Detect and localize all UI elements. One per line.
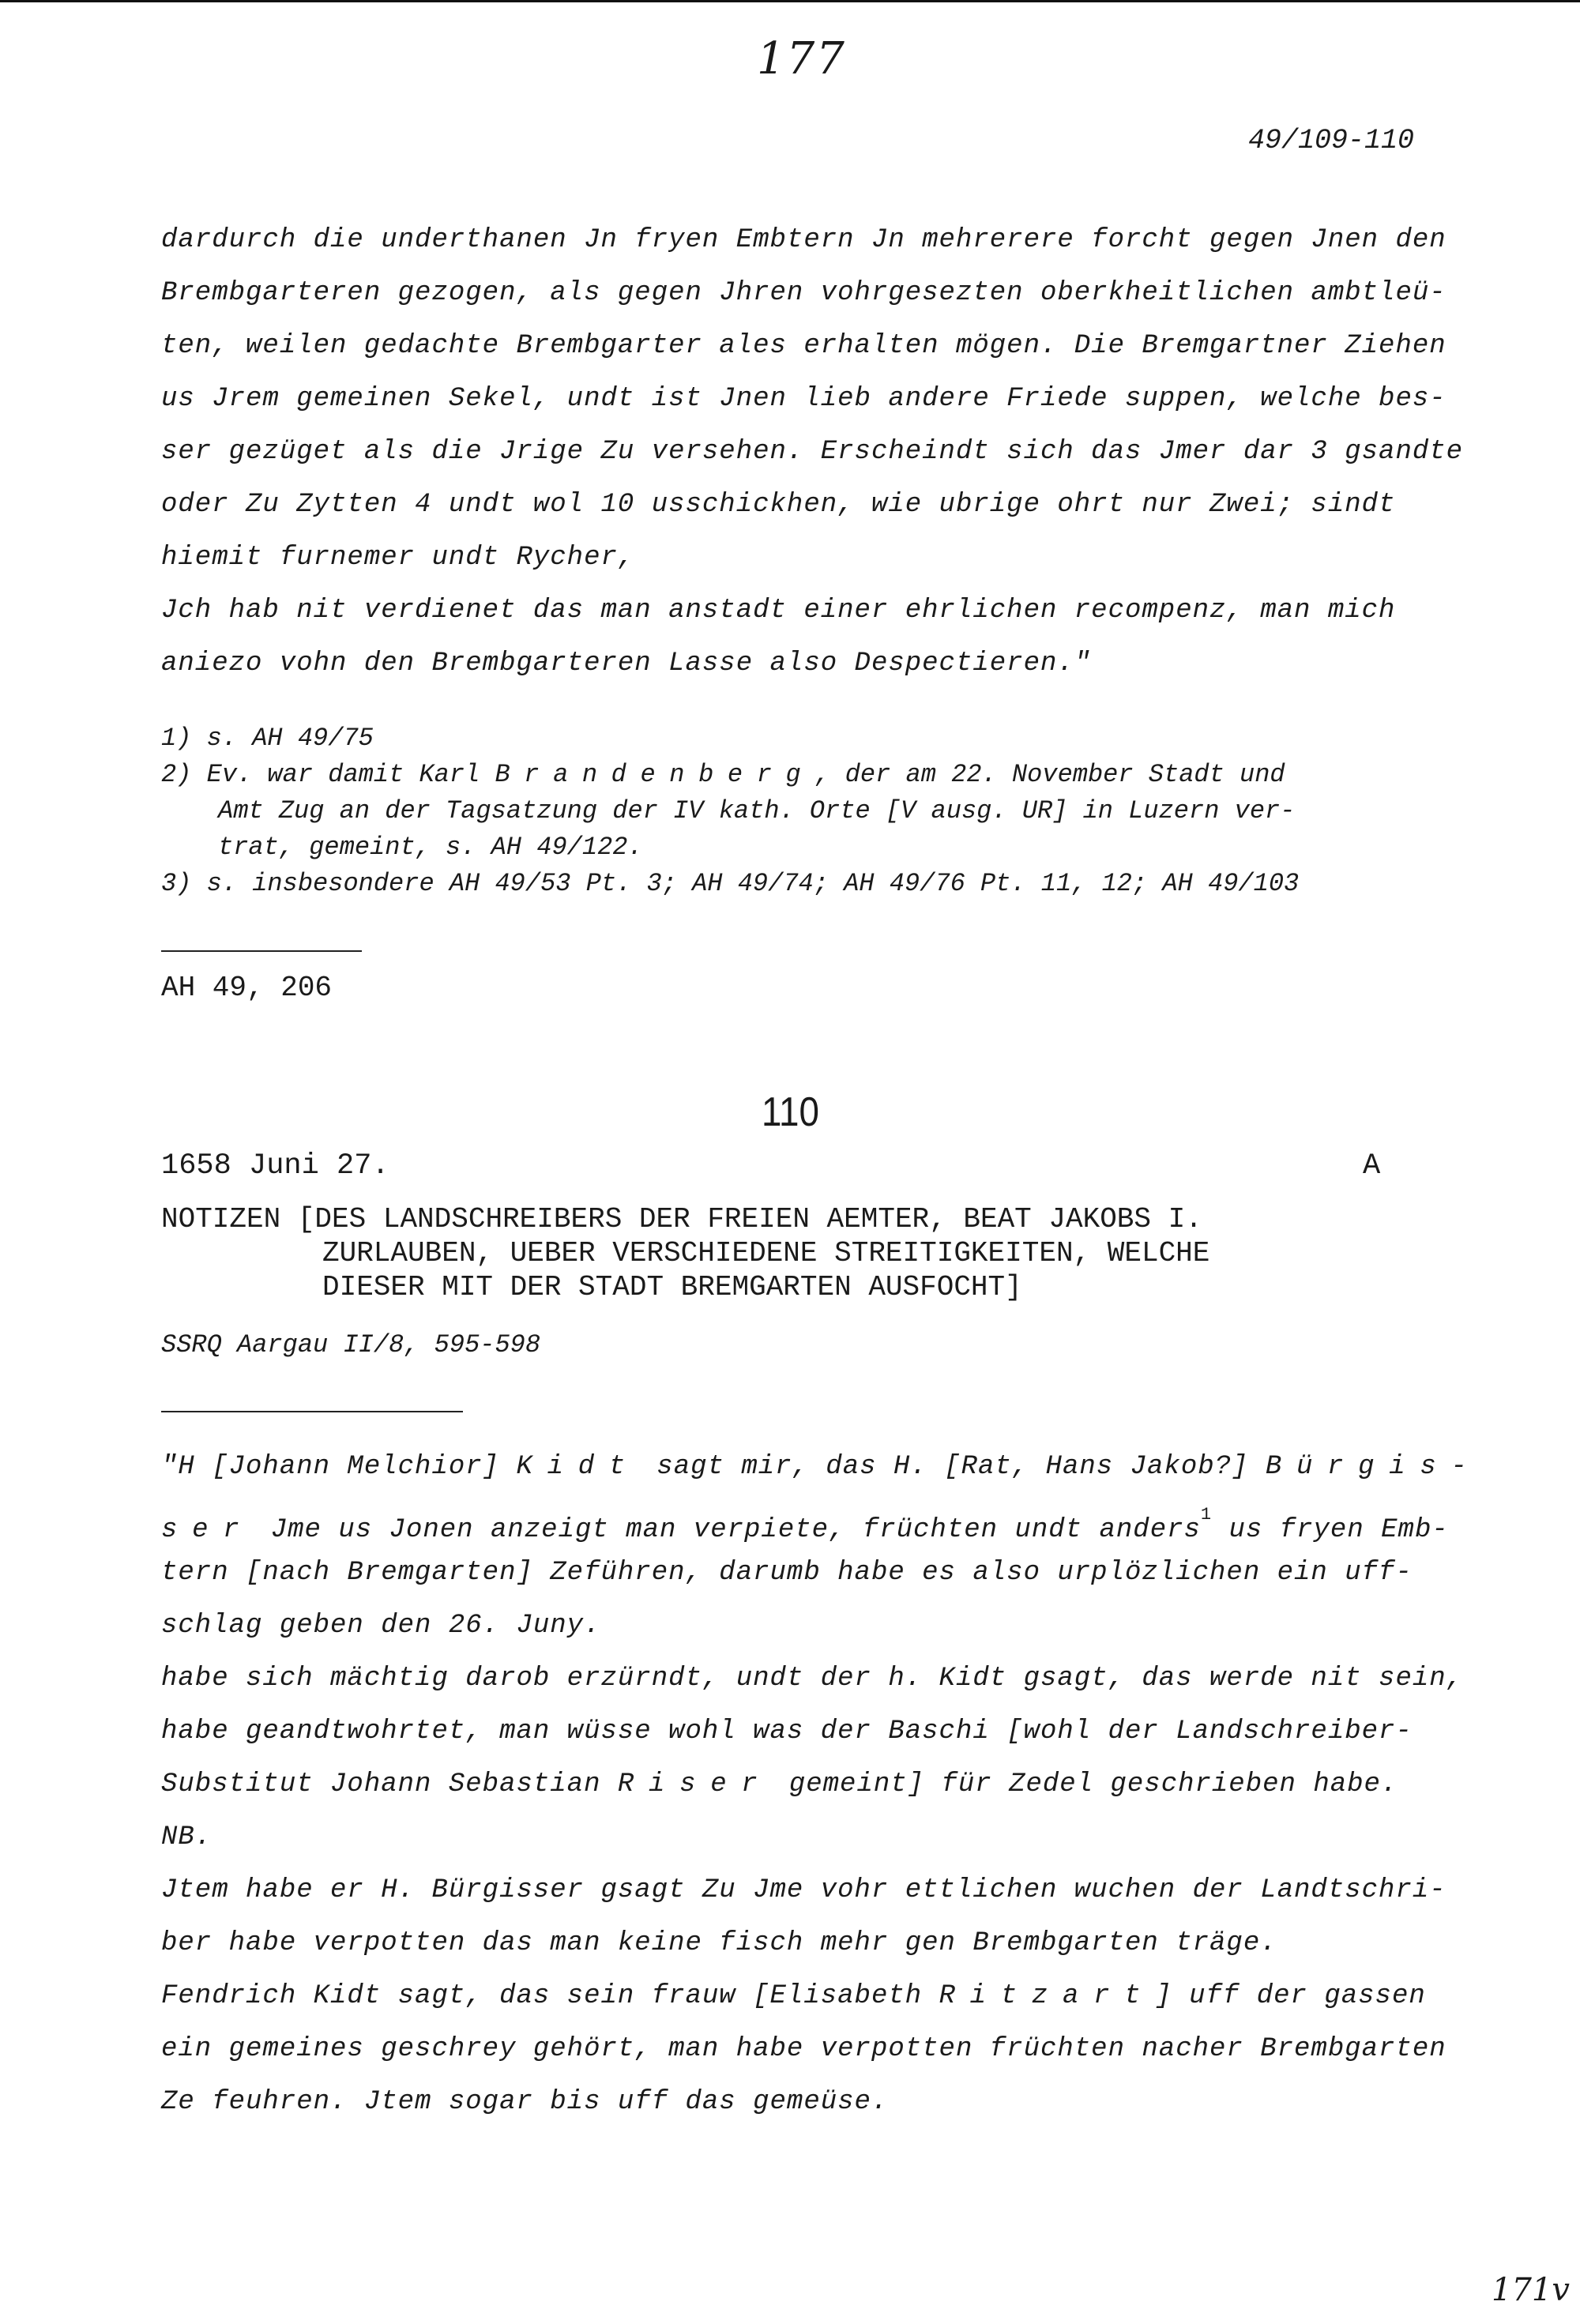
letter-line: dardurch die underthanen Jn fryen Embtern Jn mehrerere forcht gegen Jnen den [161,225,1446,255]
footnote-3: 3) s. insbesondere AH 49/53 Pt. 3; AH 49/74; AH 49/76 Pt. 11, 12; AH 49/103 [161,869,1300,898]
notes-line [161,1981,1426,2011]
letter-line: ser gezüget als die Jrige Zu versehen. Erscheindt sich das Jmer dar 3 gsandte [161,437,1464,467]
letter-line: Jch hab nit verdienet das man anstadt einer ehrlichen recompenz, man mich [161,596,1396,626]
source-reference: AH 49, 206 [161,972,333,1004]
footnote-ref: 1 [1200,1505,1213,1525]
divider-rule [161,1411,463,1412]
notes-line: tern [nach Bremgarten] Zeführen, darumb habe es also urplözlichen ein uff- [161,1558,1413,1588]
handwritten-folio-mark: 171v [1492,2272,1570,2308]
divider-rule [161,950,362,952]
notes-line: Jtem habe er H. Bürgisser gsagt Zu Jme vohr ettlichen wuchen der Landtschri- [161,1875,1446,1905]
notes-line: ein gemeines geschrey gehört, man habe verpotten früchten nacher Brembgarten [161,2034,1446,2064]
archive-reference: 49/109-110 [1248,125,1415,156]
letter-line: hiemit furnemer undt Rycher, [161,543,635,573]
footnote-2-text: 2) Ev. war damit Karl [161,760,495,789]
page-top-border [0,0,1580,2]
document-type-letter: A [1363,1149,1381,1183]
footnote-2-continuation: trat, gemeint, s. AH 49/122. [218,833,643,862]
footnote-1: 1) s. AH 49/75 [161,724,374,753]
handwritten-page-number: 177 [757,33,846,85]
notes-line [161,1769,1398,1799]
notes-text: Substitut Johann Sebastian [161,1769,618,1799]
person-name-ritzart: Ritzart [939,1981,1156,2011]
person-name-buergisser-cont: ser [161,1515,254,1545]
title-line: ZURLAUBEN, UEBER VERSCHIEDENE STREITIGKEITEN, WELCHE [322,1237,1210,1269]
notes-text: Fendrich Kidt sagt, das sein frauw [Elisabeth [161,1981,939,2011]
notes-line: schlag geben den 26. Juny. [161,1611,601,1641]
footnote-2-continuation: Amt Zug an der Tagsatzung der IV kath. Orte [V ausg. UR] in Luzern ver- [218,796,1296,825]
notes-line [161,1452,1482,1482]
footnote-2 [161,760,1285,789]
footnote-2-text-end: , der am 22. November Stadt und [814,760,1285,789]
letter-line: oder Zu Zytten 4 undt wol 10 usschickhen, wie ubrige ohrt nur Zwei; sindt [161,490,1396,520]
person-name-kidt: Kidt [516,1452,640,1482]
notes-text: gemeint] für Zedel geschrieben habe. [772,1769,1398,1799]
person-name-riser: Riser [617,1769,773,1799]
person-name-buergisser: Bürgis- [1265,1452,1482,1482]
notes-line [161,1505,1449,1545]
letter-line: aniezo vohn den Brembgarteren Lasse also Despectieren." [161,649,1092,679]
title-line: DIESER MIT DER STADT BREMGARTEN AUSFOCHT] [322,1271,1022,1303]
document-number: 110 [762,1089,819,1135]
notes-line: Ze feuhren. Jtem sogar bis uff das gemeüse. [161,2087,889,2117]
notes-text: "H [Johann Melchior] [161,1452,517,1482]
notes-line: NB. [161,1822,213,1852]
document-date: 1658 Juni 27. [161,1149,389,1183]
footnote-2-name: Brandenberg [495,760,815,789]
notes-text: ] uff der gassen [1155,1981,1426,2011]
title-line: NOTIZEN [DES LANDSCHREIBERS DER FREIEN AEMTER, BEAT JAKOBS I. [161,1203,1202,1235]
letter-line: us Jrem gemeinen Sekel, undt ist Jnen lieb andere Friede suppen, welche bes- [161,384,1446,414]
source-citation: SSRQ Aargau II/8, 595-598 [161,1330,541,1359]
notes-text: sagt mir, das H. [Rat, Hans Jakob?] [639,1452,1266,1482]
letter-line: ten, weilen gedachte Brembgarter ales erhalten mögen. Die Bremgartner Ziehen [161,331,1446,361]
notes-text: us fryen Emb- [1212,1515,1449,1545]
letter-line: Brembgarteren gezogen, als gegen Jhren vohrgesezten oberkheitlichen ambtleü- [161,278,1446,308]
notes-line: habe sich mächtig darob erzürndt, undt der h. Kidt gsagt, das werde nit sein, [161,1664,1464,1694]
notes-line: ber habe verpotten das man keine fisch mehr gen Brembgarten träge. [161,1928,1277,1958]
notes-line: habe geandtwohrtet, man wüsse wohl was der Baschi [wohl der Landschreiber- [161,1717,1413,1747]
notes-text: Jme us Jonen anzeigt man verpiete, früchten undt anders [254,1515,1201,1545]
